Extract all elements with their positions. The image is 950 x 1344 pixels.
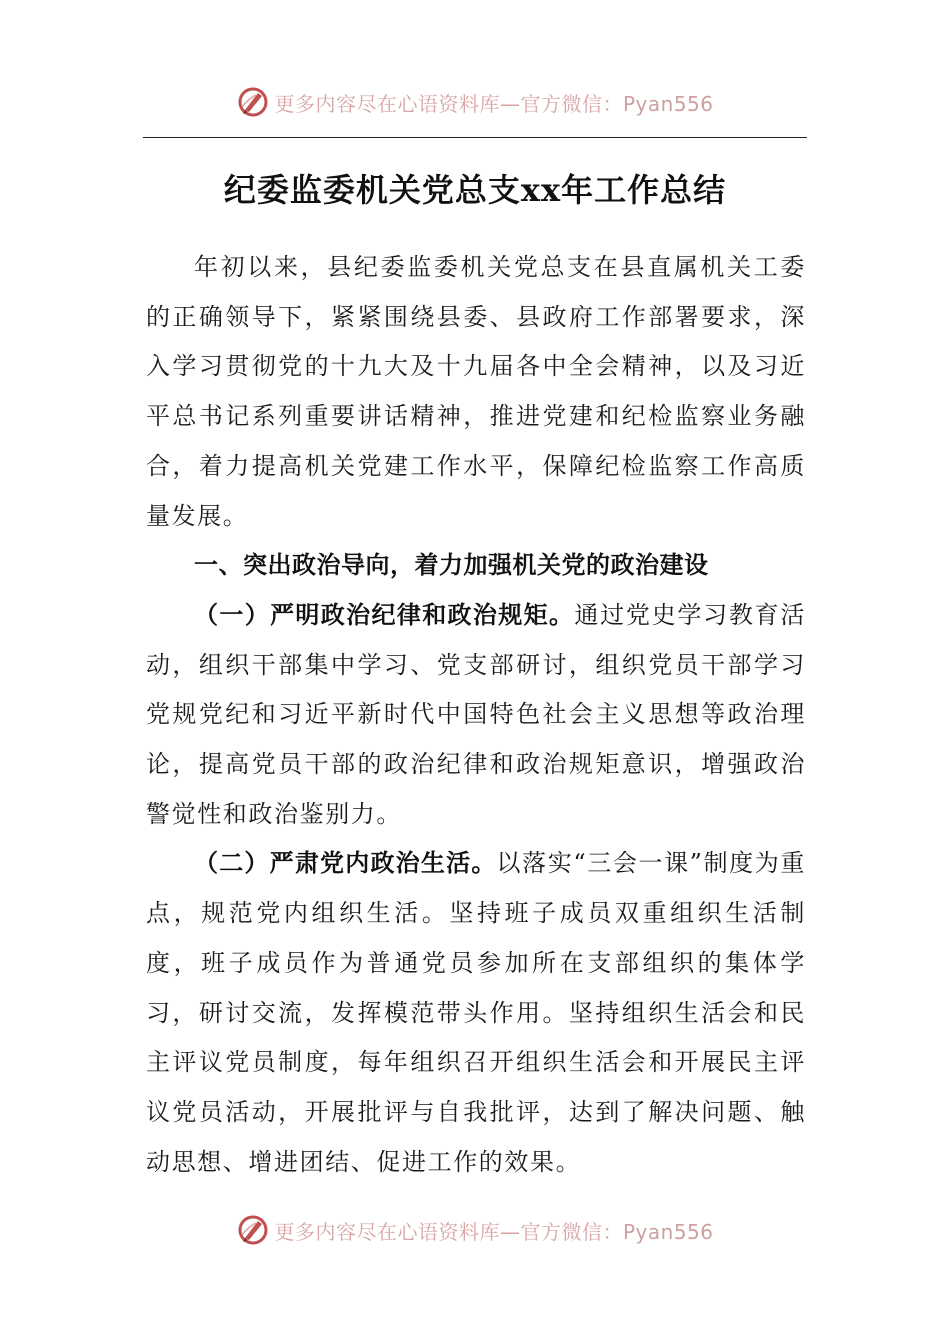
banner-text: 更多内容尽在心语资料库—官方微信：Pyan556 (274, 91, 714, 116)
banner-wechat-id: Pyan556 (622, 1219, 714, 1244)
item-title: （二）严肃党内政治生活。 (194, 849, 497, 878)
banner-text: 更多内容尽在心语资料库—官方微信：Pyan556 (274, 1219, 714, 1244)
item-title: （一）严明政治纪律和政治规矩。 (194, 600, 575, 629)
quill-pen-circle-icon (236, 1213, 270, 1247)
item-text: 以落实“三会一课”制度为重点，规范党内组织生活。坚持班子成员双重组织生活制度，班子成员作为普通党员参加所在支部组织的集体学习，研讨交流，发挥模范带头作用。坚持组织生活会和民主评议党员制度，每年组织召开组织生活会和开展民主评议党员活动，开展批评与自我批评，达到了解决问题、触动思想、增进团结、促进工作的效果。 (146, 849, 806, 1176)
item-paragraph (146, 839, 806, 1187)
section-heading: 一、突出政治导向，着力加强机关党的政治建设 (194, 551, 709, 580)
document-title: 纪委监委机关党总支xx年工作总结 (223, 171, 727, 209)
header-watermark-banner (0, 80, 950, 124)
header-divider (143, 137, 807, 138)
quill-pen-circle-icon (236, 85, 270, 119)
item-paragraph (146, 591, 806, 840)
item-text: 通过党史学习教育活动，组织干部集中学习、党支部研讨，组织党员干部学习党规党纪和习近平新时代中国特色社会主义思想等政治理论，提高党员干部的政治纪律和政治规矩意识，增强政治警觉性和政治鉴别力。 (146, 600, 806, 828)
banner-wechat-id: Pyan556 (622, 91, 714, 116)
document-body (146, 243, 806, 1187)
intro-paragraph: 年初以来，县纪委监委机关党总支在县直属机关工委的正确领导下，紧紧围绕县委、县政府工作部署要求，深入学习贯彻党的十九大及十九届各中全会精神，以及习近平总书记系列重要讲话精神，推进党建和纪检监察业务融合，着力提高机关党建工作水平，保障纪检监察工作高质量发展。 (146, 253, 806, 530)
footer-watermark-banner (0, 1208, 950, 1252)
